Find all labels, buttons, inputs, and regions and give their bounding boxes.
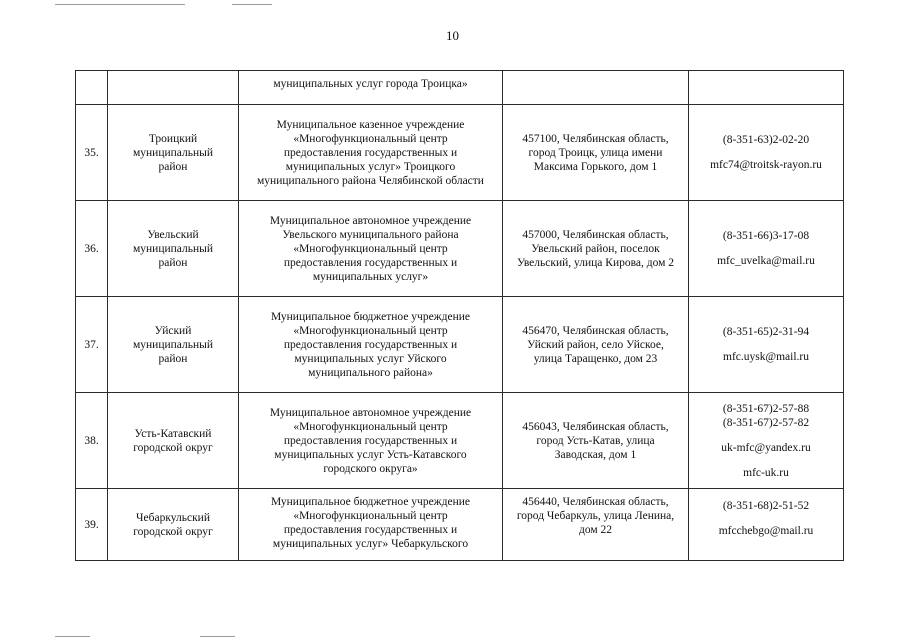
organization-line: предоставления государственных и [283,256,458,269]
contacts-cell [689,71,844,105]
address-line: Увельский район, поселок [531,242,660,255]
contacts-cell [689,393,844,489]
district-cell [108,71,239,105]
district-line: район [158,256,188,269]
organization-line: Муниципальное казенное учреждение [276,118,465,131]
address-cell [503,105,689,201]
organization-line: предоставления государственных и [283,146,458,159]
organization-line: муниципальных услуг Усть-Катавского [274,448,467,461]
district-cell [108,297,239,393]
scan-artifact-top-right [232,4,272,5]
address-cell [503,297,689,393]
district-line: муниципальный [132,242,214,255]
organization-line: «Многофункциональный центр [293,324,448,337]
organization-line: Муниципальное автономное учреждение [269,406,472,419]
district-line: Уйский [154,324,192,337]
phone-number: (8-351-67)2-57-88 [722,402,810,415]
address-cell [503,201,689,297]
table-row [76,393,844,489]
address-line: 456440, Челябинская область, [522,496,669,508]
organization-line: «Многофункциональный центр [293,510,448,522]
phone-number: (8-351-67)2-57-82 [722,416,810,429]
district-cell [108,105,239,201]
scan-artifact-bottom-left [55,636,90,637]
contacts-cell [689,297,844,393]
organization-cell [239,105,503,201]
district-line: муниципальный [132,338,214,351]
organization-cell [239,201,503,297]
page-number: 10 [446,28,459,43]
row-number: 35. [84,146,99,159]
table-row [76,105,844,201]
address-line: 457100, Челябинская область, [522,132,669,145]
organization-cell [239,489,503,561]
number-cell [76,297,108,393]
district-line: городской округ [133,441,213,454]
number-cell [76,71,108,105]
address-line: Заводская, дом 1 [554,448,637,461]
address-line: город Усть-Катав, улица [536,434,655,447]
organization-line: Увельского муниципального района [282,228,459,241]
number-cell [76,393,108,489]
organization-line: предоставления государственных и [283,338,458,351]
address-line: Максима Горького, дом 1 [533,160,658,173]
organization-line: муниципальных услуг» [312,270,429,283]
organization-line: «Многофункциональный центр [293,420,448,433]
organization-line: муниципального района Челябинской области [257,174,484,187]
district-line: район [158,160,188,173]
district-line: Увельский [147,228,199,241]
district-line: Усть-Катавский [134,427,212,440]
phone-number: (8-351-65)2-31-94 [722,326,810,338]
address-line: дом 22 [578,524,613,536]
number-cell [76,201,108,297]
email-address: mfc-uk.ru [743,466,789,479]
email-address: mfc.uysk@mail.ru [723,351,809,363]
table-row [76,297,844,393]
organization-line: Муниципальное автономное учреждение [269,214,472,227]
address-line: город Чебаркуль, улица Ленина, [516,510,675,522]
scan-artifact-bottom-right [200,636,235,637]
district-line: городской округ [133,525,213,538]
district-line: Чебаркульский [136,511,210,524]
row-number: 39. [84,518,99,531]
district-line: район [158,352,188,365]
contacts-cell [689,105,844,201]
email-address: mfc_uvelka@mail.ru [717,255,815,267]
organization-line: «Многофункциональный центр [293,132,448,145]
organization-line: Муниципальное бюджетное учреждение [270,310,471,323]
organization-line: городского округа» [323,462,418,475]
organization-line: муниципальных услуг» Чебаркульского [272,538,469,550]
organization-cell [239,297,503,393]
organization-text: муниципальных услуг города Троицка» [273,78,468,90]
organization-cell [239,393,503,489]
phone-number: (8-351-66)3-17-08 [722,230,810,242]
email-address: mfcchebgo@mail.ru [718,525,814,537]
row-number: 36. [84,242,99,255]
district-cell [108,489,239,561]
address-cell [503,393,689,489]
address-cell [503,489,689,561]
address-line: 457000, Челябинская область, [522,228,669,241]
organization-line: Муниципальное бюджетное учреждение [270,496,471,508]
district-cell [108,393,239,489]
address-line: 456470, Челябинская область, [522,324,669,337]
table-row [76,201,844,297]
address-line: Уйский район, село Уйское, [527,338,664,351]
address-line: Увельский, улица Кирова, дом 2 [516,256,675,269]
address-cell [503,71,689,105]
table-body [76,71,844,561]
number-cell [76,105,108,201]
email-address: uk-mfc@yandex.ru [721,441,811,454]
continuation-row [76,71,844,105]
row-number: 38. [84,434,99,447]
organization-line: муниципальных услуг Уйского [294,352,447,365]
table-row [76,489,844,561]
contacts-cell [689,489,844,561]
scan-artifact-top-left [55,4,185,5]
phone-number: (8-351-68)2-51-52 [722,500,810,512]
row-number: 37. [84,338,99,351]
email-address: mfc74@troitsk-rayon.ru [710,159,822,171]
district-line: Троицкий [148,132,198,145]
district-line: муниципальный [132,146,214,159]
organization-line: предоставления государственных и [283,434,458,447]
address-line: улица Таращенко, дом 23 [533,352,658,365]
district-cell [108,201,239,297]
phone-number: (8-351-63)2-02-20 [722,134,810,146]
organization-line: «Многофункциональный центр [293,242,448,255]
organization-line: муниципальных услуг» Троицкого [285,160,456,173]
mfc-registry-table [75,70,844,561]
organization-line: предоставления государственных и [283,524,458,536]
contacts-cell [689,201,844,297]
organization-cell [239,71,503,105]
organization-line: муниципального района» [308,366,433,379]
address-line: город Троицк, улица имени [528,146,663,159]
number-cell [76,489,108,561]
address-line: 456043, Челябинская область, [522,420,669,433]
